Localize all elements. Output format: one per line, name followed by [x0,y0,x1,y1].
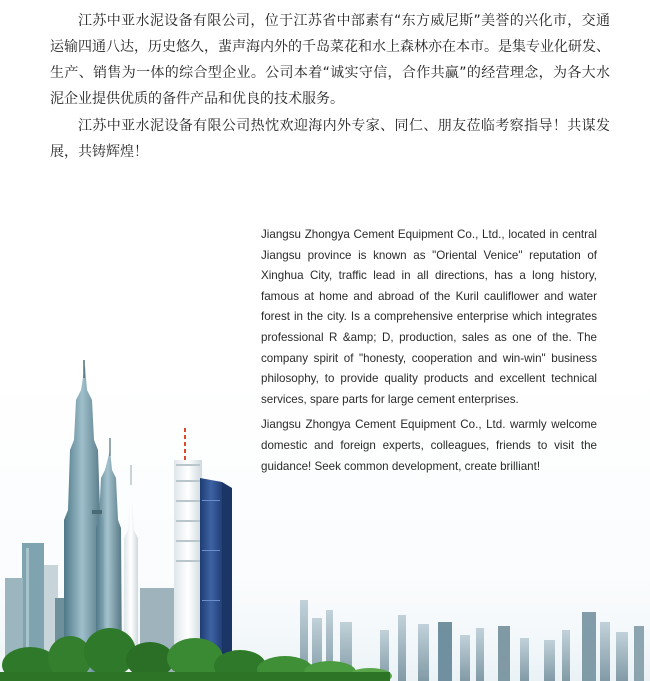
chinese-intro [50,8,610,166]
en-paragraph-2: Jiangsu Zhongya Cement Equipment Co., Ltd. warmly welcome domestic and foreign experts, colleagues, friends to visit the guidance! Seek common development, create brilliant! [261,418,597,473]
cn-paragraph-2: 江苏中亚水泥设备有限公司热忱欢迎海内外专家、同仁、朋友莅临考察指导！共谋发展，共铸辉煌！ [50,118,610,160]
en-paragraph-1: Jiangsu Zhongya Cement Equipment Co., Ltd., located in central Jiangsu province is known as "Oriental Venice" reputation of Xinghua City, traffic lead in all directions, has a long history, famous at home and abroad of the Kuril cauliflower and water forest in the city. Is a comprehensive enterprise which integrates professional R &amp; D, production, sales as one of the. The company spirit of "honesty, cooperation and win-win" business philosophy, to provide quality products and excellent technical services, spare parts for large cement enterprises. [261,228,597,406]
cn-paragraph-1: 江苏中亚水泥设备有限公司，位于江苏省中部素有“东方威尼斯”美誉的兴化市，交通运输四通八达，历史悠久，蜚声海内外的千岛菜花和水上森林亦在本市。是集专业化研发、生产、销售为一体的综合型企业。公司本着“诚实守信，合作共赢”的经营理念，为各大水泥企业提供优质的备件产品和优良的技术服务。 [50,13,610,107]
city-skyline-illustration [0,360,650,681]
